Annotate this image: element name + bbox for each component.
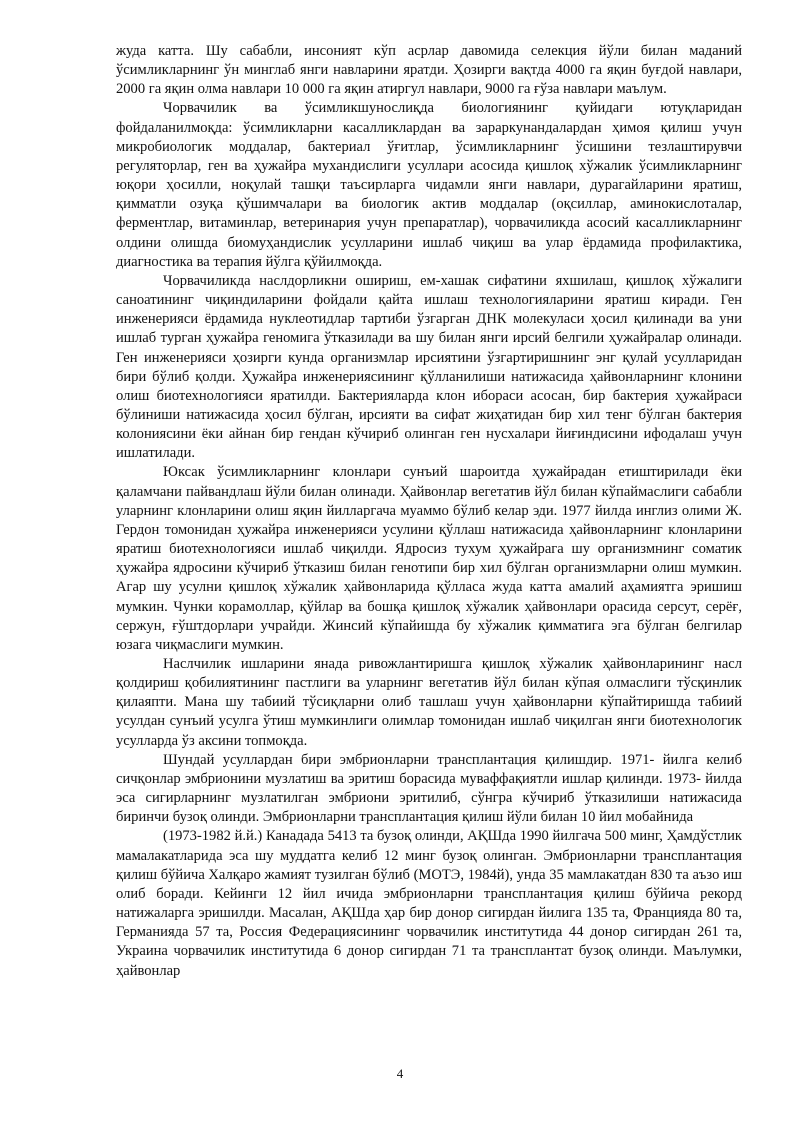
paragraph-biology-achievements: Чорвачилик ва ўсимликшунослиқда биологиянинг қуйидаги ютуқларидан фойдаланилмоқда: ўсимликларни касалликлардан ва зараркунандалардан ҳимоя қилиш учун микробиологик моддалар, бактериал ўғитлар, ўсимликларнинг ўсишини тезлаштирувчи регуляторлар, ген ва ҳужайра мухандислиги усуллари асосида қишлоқ хўжалик ўсимликларнинг юқори ҳосилли, ноқулай ташқи таъсирларга чидамли янги навлари, дурагайларини яратиш, қимматли озуқа қўшимчалари ва биологик актив моддалар (оқсиллар, аминокислоталар, ферментлар, витаминлар, ветеринария учун препаратлар), чорвачиликда асосий касалликларнинг олдини олишда биомуҳандислик усулларини ишлаб чиқиш ва улар ёрдамида профилактика, диагностика ва терапия йўлга қўйилмоқда. — [116, 100, 742, 270]
paragraph-breeding: Наслчилик ишларини янада ривожлантиришга қишлоқ хўжалик ҳайвонларининг насл қолдириш қобилиятининг пастлиги ва уларнинг вегетатив йўл билан кўпая олмаслиги тўсқинлик қилаяпти. Мана шу табиий тўсиқларни олиб ташлаш учун ҳайвонларни кўпайтиришда табиий усулдан сунъий усулга ўтиш мумкинлиги олимлар томонидан ишлаб чиқилган янги биотехнологик усулларда ўз аксини топмоқда. — [116, 656, 742, 749]
paragraph-continuation: жуда катта. Шу сабабли, инсоният кўп асрлар давомида селекция йўли билан маданий ўсимликларнинг ўн минглаб янги навларини яратди. Ҳозирги вақтда 4000 га яқин буғдой навлари, 2000 га яқин олма навлари 10 000 га яқин атиргул навлари, 9000 га ғўза навлари маълум. — [116, 43, 742, 98]
page-number: 4 — [396, 1066, 404, 1081]
paragraph-embryo-transplantation: Шундай усуллардан бири эмбрионларни трансплантация қилишдир. 1971- йилга келиб сичқонлар эмбрионини музлатиш ва эритиш борасида муваффақиятли ишлар қилинди. 1973- йилда эса сигирларнинг музлатилган эмбриони эритилиб, сўнгра кўчириб ўтказилиши натижасида биринчи бузоқ олинди. Эмбрионларни трансплантация қилиш йўли билан 10 йил мобайнида — [116, 751, 742, 826]
paragraph-genetic-engineering: Чорвачиликда наслдорликни ошириш, ем-хашак сифатини яхшилаш, қишлоқ хўжалиги саноатининг чиқиндиларини фойдали қайта ишлаш технологияларини яратиш киради. Ген инженерияси ёрдамида нуклеотидлар тартиби ўзгарган ДНК молекуласи ҳосил қилинади ва уни ишлаб турган ҳужайра геномига ўтказилади ва шу билан янги ирсий белгили ҳужайралар олинади. Ген инженерияси ҳозирги кунда организмлар ирсиятини ўзгартиришнинг энг қулай усулларидан бири бўлиб қолди. Ҳужайра инженериясининг қўлланилиши натижасида ҳайвонларнинг клонини олиш биотехнологияси яратилди. Бактерияларда клон иборaси асосан, бир бактерия ҳужайраси бўлиниши натижасида ҳосил бўлган, ирсияти ва сифат жиҳатидан бир хил тенг бўлган бактерия колониясини ёки айнан бир гендан кўчириб олинган ген нусхалари йиғиндисини ифодалаш учун ишлатилади. — [116, 272, 742, 462]
body-text — [116, 42, 742, 981]
paragraph-cloning: Юксак ўсимликларнинг клонлари сунъий шароитда ҳужайрадан етиштирилади ёки қаламчани пайвандлаш йўли билан олинади. Ҳайвонлар вегетатив йўл билан кўпаймаслиги сабабли уларнинг клонларини олиш яқин йилларгача муаммо бўлиб келар эди. 1977 йилда инглиз олими Ж. Гердон томонидан ҳужайра инженерияси усулини қўллаш натижасида ҳайвонларнинг клонларини яратиш биотехнологияси ишлаб чиқилди. Ядросиз тухум ҳужайрага шу организмнинг соматик ҳужайра ядросини кўчириб ўтказиш билан генотипи бир хил бўлган организмларни олиш мумкин. Агар шу усулни қишлоқ хўжалик ҳайвонларида қўлласа жуда катта амалий аҳамиятга эришиш мумкин. Чунки корамоллар, қўйлар ва бошқа қишлоқ хўжалик ҳайвонлари орасида серсут, серёғ, сержун, ғўштдорлари учрайди. Жинсий кўпайишда бу хўжалик қимматига эга бўлган белгилар юзага чиқмаслиги мумкин. — [116, 464, 742, 653]
paragraph-transplantation-results: (1973-1982 й.й.) Канадада 5413 та бузоқ олинди, АҚШда 1990 йилгача 500 минг, Ҳамдўстлик мамалакатларида эса шу муддатга келиб 12 минг бузоқ олинган. Эмбрионларни трансплантация қилиш бўйича Халқаро жамият тузилган бўлиб (МОТЭ, 1984й), унда 35 мамлакатдан 830 та аъзо иш олиб боради. Кейинги 12 йил ичида эмбрионларни трансплантация қилиш бўйича рекорд натижаларга эришилди. Масалан, АҚШда ҳар бир донор сигирдан йилига 135 та, Францияда 80 та, Германияда 57 та, Россия Федерациясининг чорвачилик институтида 44 донор сигирдан 261 та, Украина чорвачилик институтида 6 донор сигирдан 71 та трансплантат бузоқ олинди. Маълумки, ҳайвонлар — [116, 828, 742, 979]
